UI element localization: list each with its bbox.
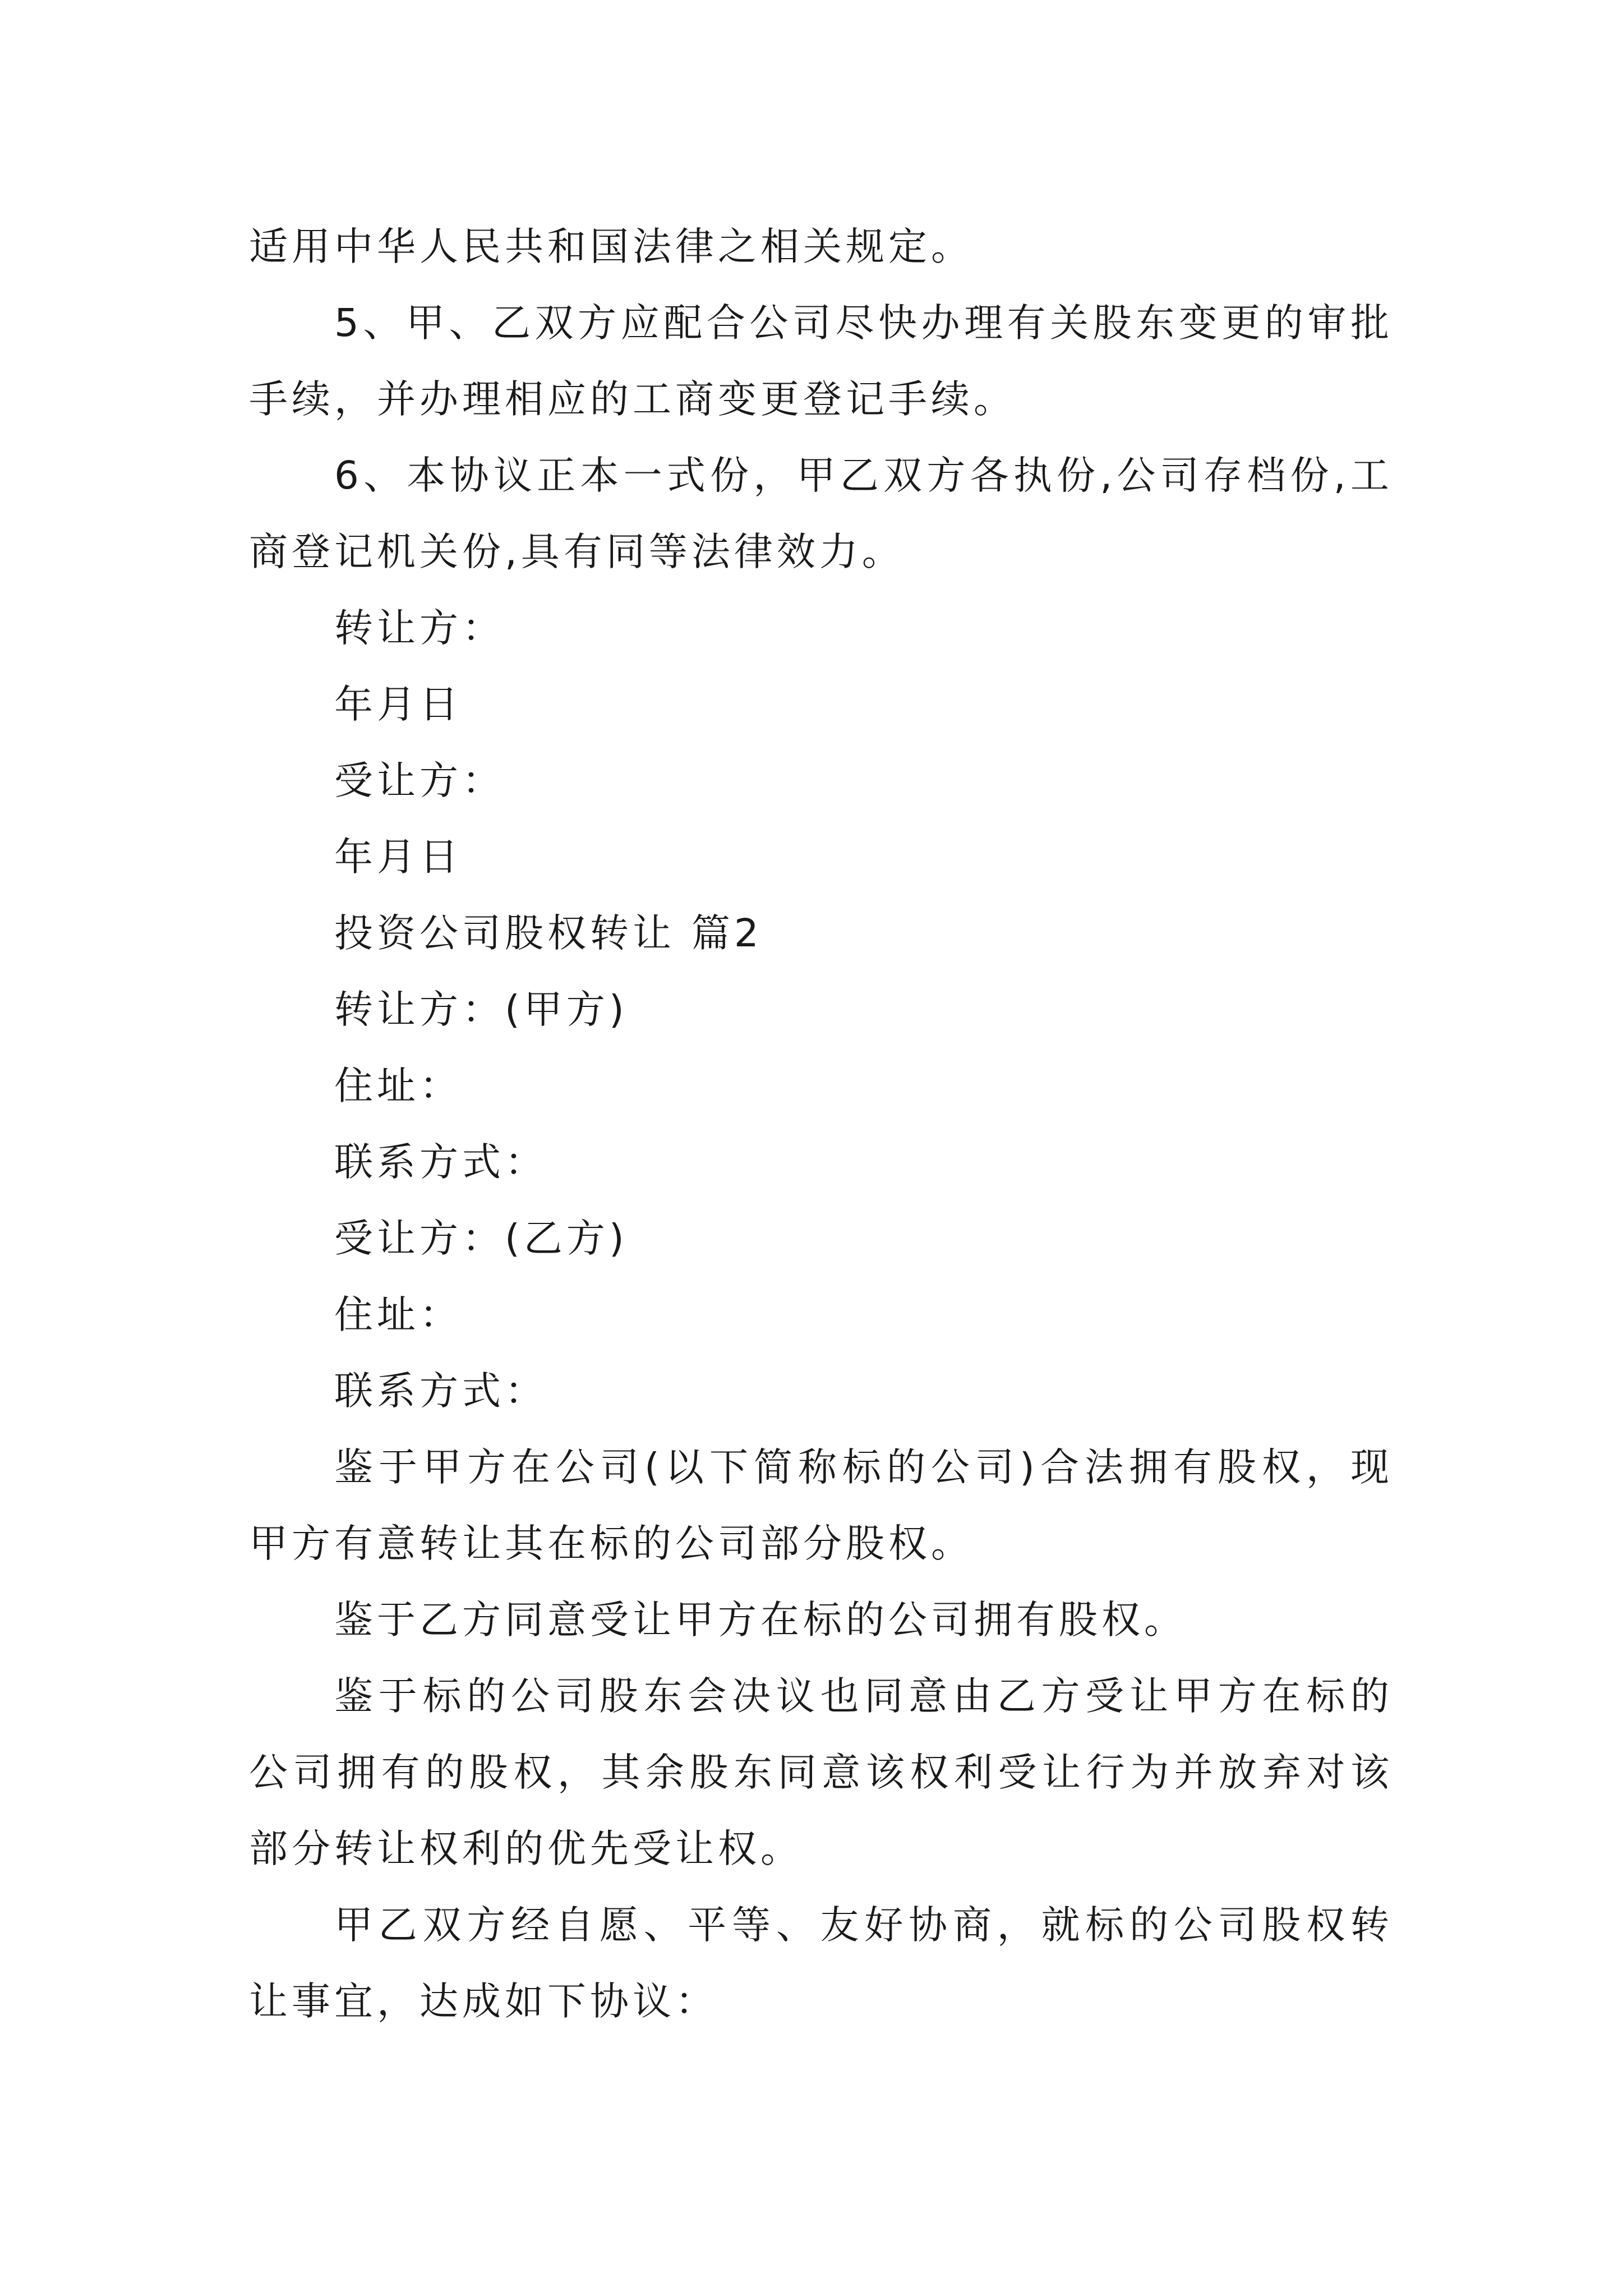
paragraph-clause-6: 6、本协议正本一式份，甲乙双方各执份,公司存档份,工商登记机关份,具有同等法律效力。 [249, 453, 1393, 574]
signature-transferor-label: 转让方： [334, 606, 505, 651]
party-b-contact: 联系方式： [334, 1369, 547, 1414]
party-a-contact: 联系方式： [334, 1140, 547, 1185]
party-a-label: 转让方：(甲方) [334, 987, 628, 1032]
signature-transferor-date: 年月日 [334, 682, 462, 727]
recital-3: 鉴于标的公司股东会决议也同意由乙方受让甲方在标的公司拥有的股权，其余股东同意该权利受让行为并放弃对该部分转让权利的优先受让权。 [249, 1674, 1393, 1871]
signature-transferee-label: 受让方： [334, 758, 505, 803]
recital-4: 甲乙双方经自愿、平等、友好协商，就标的公司股权转让事宜，达成如下协议： [249, 1903, 1393, 2024]
recital-2: 鉴于乙方同意受让甲方在标的公司拥有股权。 [334, 1598, 1187, 1642]
signature-transferee-date: 年月日 [334, 835, 462, 880]
paragraph-applicable-law: 适用中华人民共和国法律之相关规定。 [249, 224, 974, 269]
party-b-label: 受让方：(乙方) [334, 1216, 628, 1261]
party-a-address: 住址： [334, 1064, 462, 1108]
document-body [249, 209, 1393, 2040]
party-b-address: 住址： [334, 1292, 462, 1337]
paragraph-clause-5: 5、甲、乙双方应配合公司尽快办理有关股东变更的审批手续，并办理相应的工商变更登记手续。 [249, 301, 1393, 422]
recital-1: 鉴于甲方在公司(以下简称标的公司)合法拥有股权，现甲方有意转让其在标的公司部分股权。 [249, 1445, 1393, 1566]
section-title: 投资公司股权转让 篇2 [334, 911, 763, 956]
